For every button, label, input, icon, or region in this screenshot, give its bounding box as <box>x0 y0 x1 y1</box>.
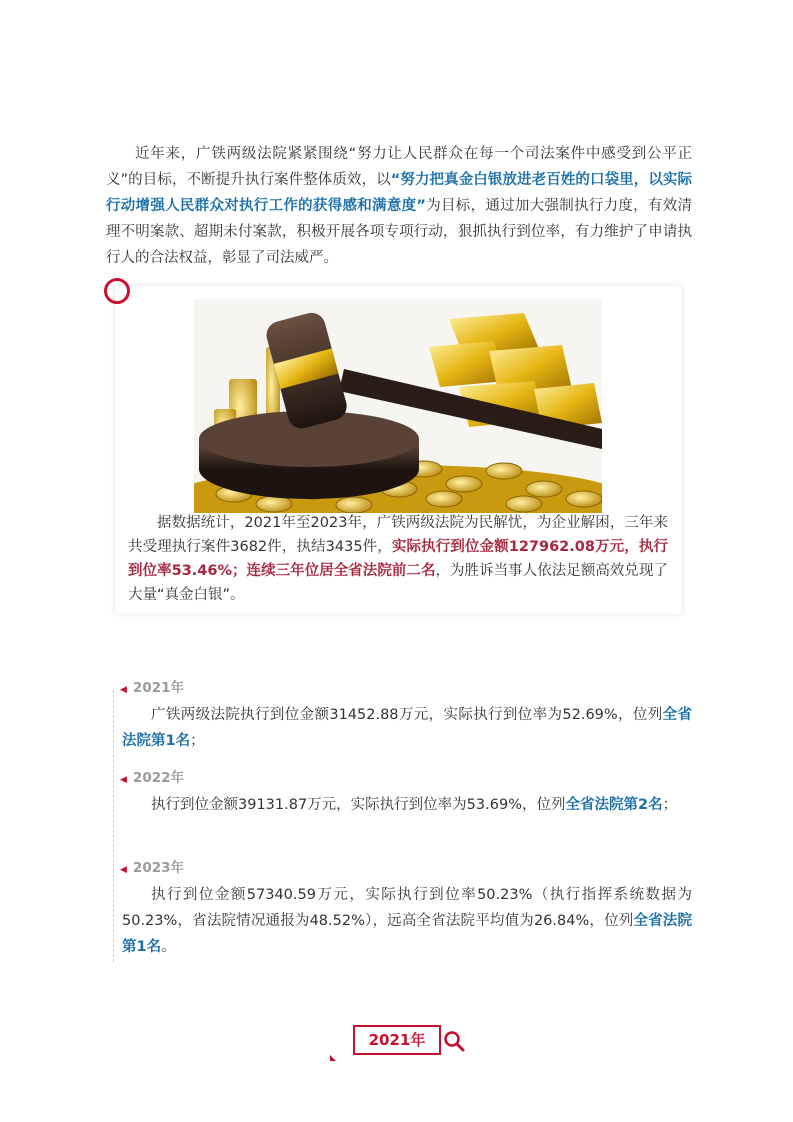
timeline-year-heading: ◀ 2022年 <box>120 770 184 786</box>
rank-highlight: 全省法院第1名 <box>122 707 693 749</box>
timeline-entry: 执行到位金额39131.87万元，实际执行到位率为53.69%，位列全省法院第2名； <box>151 797 678 813</box>
timeline-entry: 执行到位金额57340.59万元，实际执行到位率50.23%（执行指挥系统数据为50.23%，省法院情况通报为48.52%），远高全省法院平均值为26.84%，位列全省法院第1名。 <box>122 887 692 955</box>
stats-highlight: 实际执行到位金额127962.08万元，执行到位率53.46%；连续三年位居全省法院前二名 <box>128 539 668 579</box>
stats-text: 据数据统计，2021年至2023年，广铁两级法院为民解忧，为企业解困，三年来共受理执行案件3682件，执结3435件， <box>128 515 668 555</box>
timeline-entry: 广铁两级法院执行到位金额31452.88万元，实际执行到位率为52.69%，位列全省法院第1名； <box>122 707 693 749</box>
timeline-year-heading: ◀ 2023年 <box>120 860 184 876</box>
timeline-year-heading: ◀ 2021年 <box>120 680 184 696</box>
bottom-year-tab[interactable]: 2021年 <box>353 1025 441 1055</box>
caret-left-icon: ◀ <box>120 775 127 785</box>
search-icon[interactable] <box>443 1030 465 1052</box>
stats-paragraph <box>128 511 668 607</box>
rank-highlight: 全省法院第1名 <box>122 913 692 955</box>
stats-text-end: ，为胜诉当事人依法足额高效兑现了大量“真金白银”。 <box>128 563 668 603</box>
caret-left-icon: ◀ <box>120 685 127 695</box>
rank-highlight: 全省法院第2名 <box>565 797 663 813</box>
intro-paragraph <box>106 141 692 271</box>
decorative-ring-icon <box>104 278 130 304</box>
intro-text-end: 为目标，通过加大强制执行力度，有效清理不明案款、超期未付案款，积极开展各项专项行动，狠抓执行到位率，有力维护了申请执行人的合法权益，彰显了司法威严。 <box>106 198 692 266</box>
intro-text: 近年来，广铁两级法院紧紧围绕“努力让人民群众在每一个司法案件中感受到公平正义”的目标，不断提升执行案件整体质效，以 <box>106 146 692 188</box>
corner-triangle-icon <box>330 1055 336 1061</box>
intro-highlight: “努力把真金白银放进老百姓的口袋里，以实际行动增强人民群众对执行工作的获得感和满意度” <box>106 172 693 214</box>
caret-left-icon: ◀ <box>120 865 127 875</box>
gavel-gold-illustration <box>194 299 602 513</box>
timeline-divider <box>113 690 114 962</box>
gavel-gold-photo <box>194 299 602 513</box>
